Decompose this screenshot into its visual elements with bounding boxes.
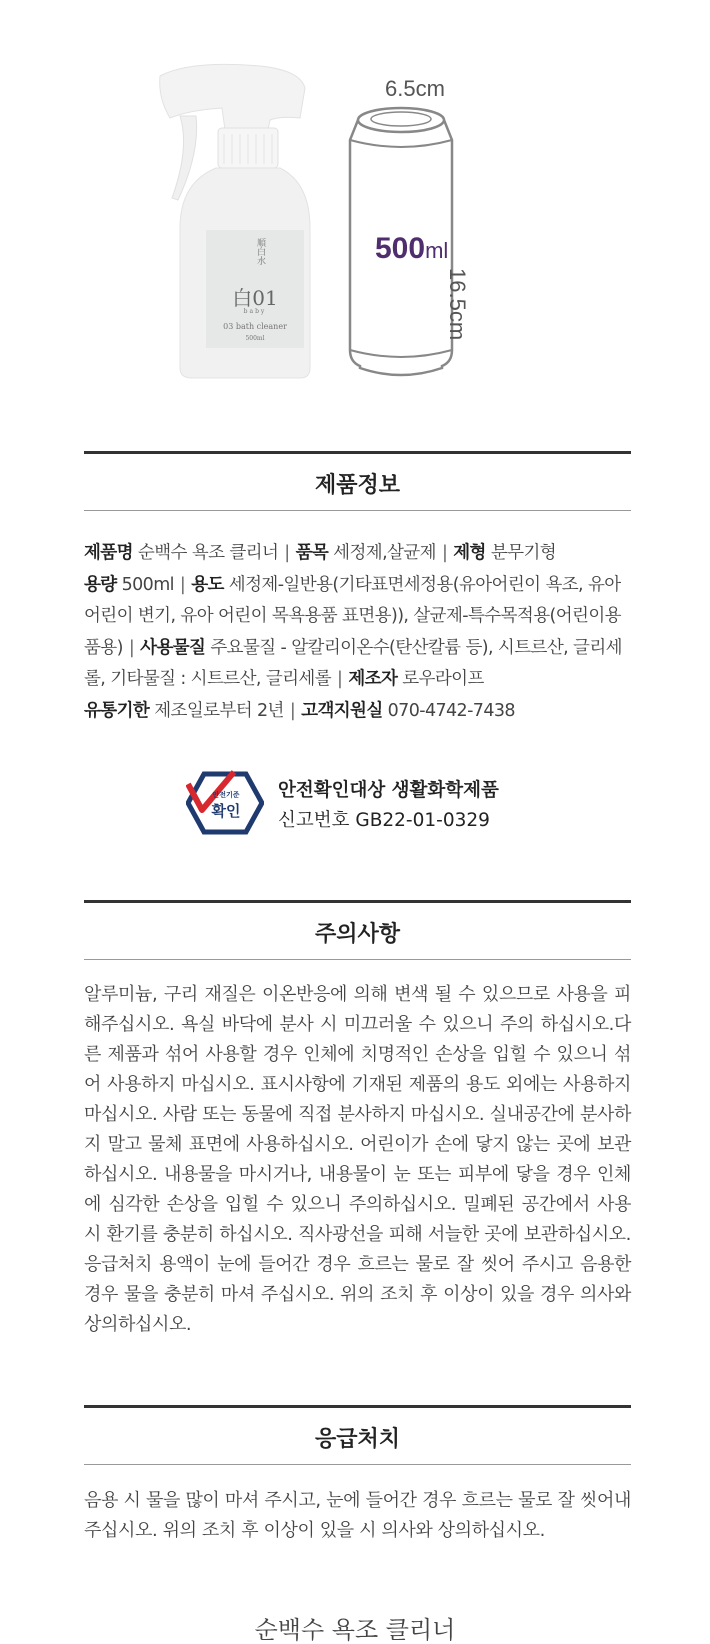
separator: |	[441, 543, 448, 563]
cert-line-2: 신고번호 GB22-01-0329	[278, 810, 490, 831]
section-title-first-aid: 응급처치	[84, 1405, 631, 1465]
info-form-value: 분무기형	[490, 543, 557, 563]
can-width-label: 6.5cm	[385, 76, 445, 101]
info-expiry-label: 유통기한	[84, 700, 150, 721]
info-capacity-value: 500ml	[121, 574, 174, 595]
separator: |	[289, 700, 296, 721]
product-info-block	[84, 538, 631, 727]
info-item-value: 세정제,살균제	[333, 543, 436, 563]
info-material-label: 사용물질	[140, 637, 206, 658]
section-title-product-info: 제품정보	[84, 451, 631, 511]
info-support-value: 070-4742-7438	[387, 700, 515, 721]
separator: |	[179, 574, 186, 595]
info-expiry-value: 제조일로부터 2년	[154, 700, 284, 721]
info-capacity-label: 용량	[84, 574, 117, 595]
bottle-label-desc: 03 bath cleaner	[223, 322, 287, 331]
caution-text: 알루미늄, 구리 재질은 이온반응에 의해 변색 될 수 있으므로 사용을 피해주십시오. 욕실 바닥에 분사 시 미끄러울 수 있으니 주의 하십시오.다른 제품과 섞어 사용할 경우 인체에 치명적인 손상을 입힐 수 있으니 섞어 사용하지 마십시오. 표시사항에 기재된 제품의 용도 외에는 사용하지 마십시오. 사람 또는 동물에 직접 분사하지 마십시오. 실내공간에 분사하지 말고 물체 표면에 사용하십시오. 어린이가 손에 닿지 않는 곳에 보관하십시오. 내용물을 마시거나, 내용물이 눈 또는 피부에 닿을 경우 인체에 심각한 손상을 입힐 수 있으니 주의하십시오. 밀폐된 공간에서 사용 시 환기를 충분히 하십시오. 직사광선을 피해 서늘한 곳에 보관하십시오. 응급처치 용액이 눈에 들어간 경우 흐르는 물로 잘 씻어 주시고 음용한 경우 물을 충분히 마셔 주십시오. 위의 조치 후 이상이 있을 경우 의사와 상의하십시오.	[84, 984, 631, 1335]
first-aid-text: 음용 시 물을 많이 마셔 주시고, 눈에 들어간 경우 흐르는 물로 잘 씻어내 주십시오. 위의 조치 후 이상이 있을 시 의사와 상의하십시오.	[84, 1490, 631, 1541]
info-name-label: 제품명	[84, 543, 133, 563]
bottom-product-title: 순백수 욕조 클리너	[254, 1616, 456, 1644]
info-item-label: 품목	[295, 543, 329, 563]
volume-unit: ml	[425, 238, 449, 263]
info-name-value: 순백수 욕조 클리너	[137, 543, 279, 563]
info-maker-value: 로우라이프	[402, 669, 484, 689]
cert-line-1: 안전확인대상 생활화학제품	[278, 780, 499, 801]
can-volume-label	[375, 232, 448, 266]
separator: |	[284, 543, 290, 563]
bottle-label-main: 白01	[232, 286, 278, 310]
info-material-value: 주요물질 - 알칼리이온수(탄산칼륨 등), 시트르산, 글리세롤, 기타물질 : 시트르산, 글리세롤	[84, 637, 622, 689]
certification-text	[278, 776, 499, 836]
info-maker-label: 제조자	[348, 669, 398, 689]
section-title-caution: 주의사항	[84, 900, 631, 960]
volume-number: 500	[375, 232, 426, 265]
badge-main-text: 확인	[211, 802, 241, 820]
product-hero	[0, 0, 710, 410]
info-usage-value: 세정제-일반용(기타표면세정용(유아어린이 욕조, 유아어린이 변기, 유아 어린이 목욕용품 표면용)), 살균제-특수목적용(어린이용품용)	[84, 574, 621, 658]
separator: |	[337, 669, 343, 689]
info-usage-label: 용도	[191, 574, 224, 595]
separator: |	[128, 637, 135, 658]
can-height-label: 16.5cm	[445, 268, 470, 341]
bottle-label	[206, 234, 304, 352]
bottle-label-volume: 500ml	[245, 335, 265, 342]
info-support-label: 고객지원실	[301, 700, 383, 721]
badge-small-text: 안전기준	[212, 791, 240, 799]
bottle-label-sub: baby	[243, 308, 267, 315]
bottle-label-vertical: 順白水	[255, 238, 265, 265]
info-form-label: 제형	[453, 543, 486, 563]
